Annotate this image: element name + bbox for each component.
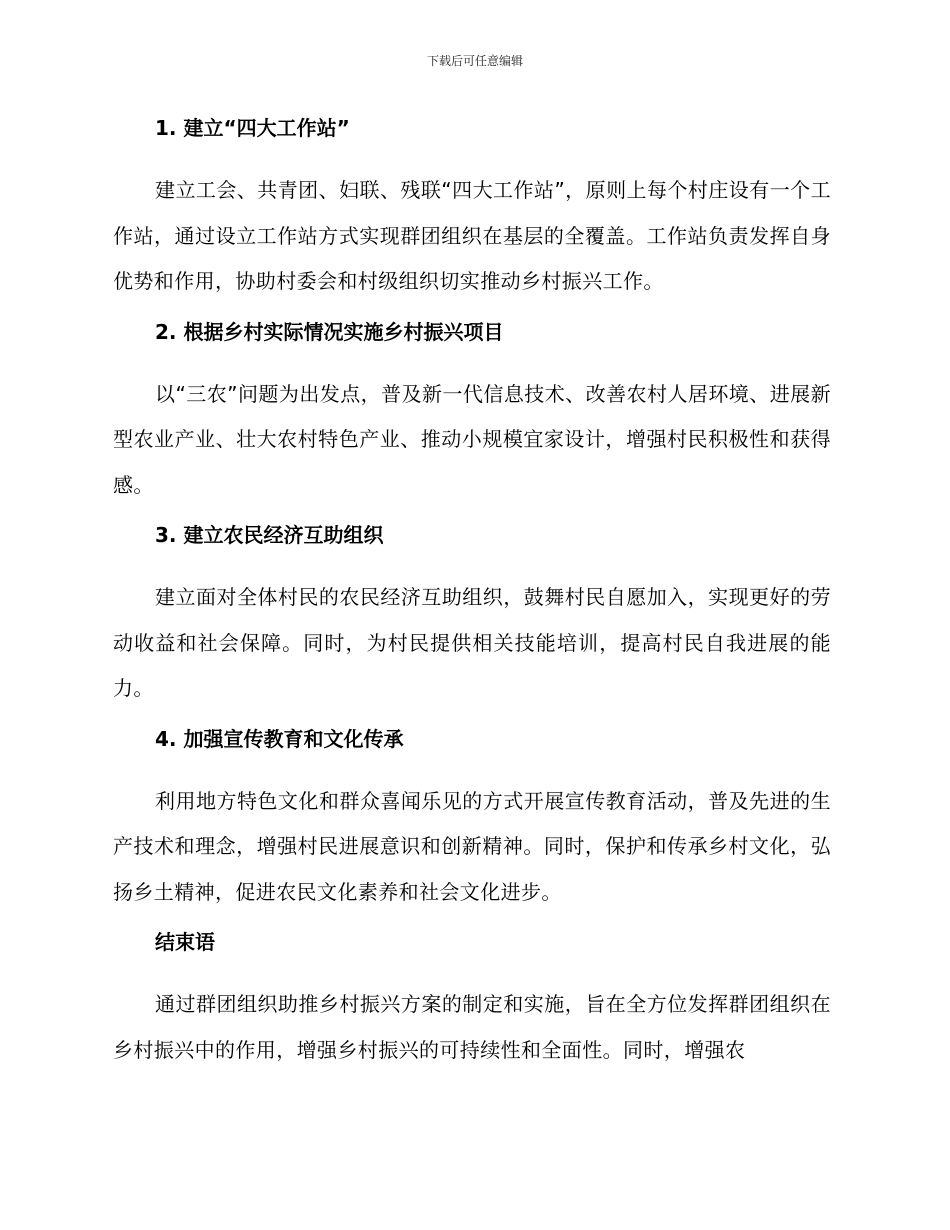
section-heading: 1. 建立“四大工作站” [155, 116, 350, 140]
section-heading: 结束语 [155, 930, 215, 954]
section-heading: 2. 根据乡村实际情况实施乡村振兴项目 [155, 319, 504, 344]
section-heading: 4. 加强宣传教育和文化传承 [155, 726, 404, 751]
section-paragraph: 建立工会、共青团、妇联、残联“四大工作站”，原则上每个村庄设有一个工作站，通过设立工作站方式实现群团组织在基层的全覆盖。工作站负责发挥自身优势和作用，协助村委会和村级组织切实推动乡村振兴工作。 [113, 178, 831, 293]
section-heading: 3. 建立农民经济互助组织 [155, 523, 384, 547]
document-body [113, 112, 831, 1084]
page-header: 下载后可任意编辑 [426, 54, 523, 68]
section-paragraph: 通过群团组织助推乡村振兴方案的制定和实施，旨在全方位发挥群团组织在乡村振兴中的作用，增强乡村振兴的可持续性和全面性。同时，增强农 [113, 992, 831, 1062]
section-paragraph: 利用地方特色文化和群众喜闻乐见的方式开展宣传教育活动，普及先进的生产技术和理念，增强村民进展意识和创新精神。同时，保护和传承乡村文化，弘扬乡土精神，促进农民文化素养和社会文化进步。 [113, 788, 831, 904]
section-paragraph: 以“三农”问题为出发点，普及新一代信息技术、改善农村人居环境、进展新型农业产业、壮大农村特色产业、推动小规模宜家设计，增强村民积极性和获得感。 [113, 381, 831, 497]
section-paragraph: 建立面对全体村民的农民经济互助组织，鼓舞村民自愿加入，实现更好的劳动收益和社会保障。同时，为村民提供相关技能培训，提高村民自我进展的能力。 [113, 585, 831, 700]
